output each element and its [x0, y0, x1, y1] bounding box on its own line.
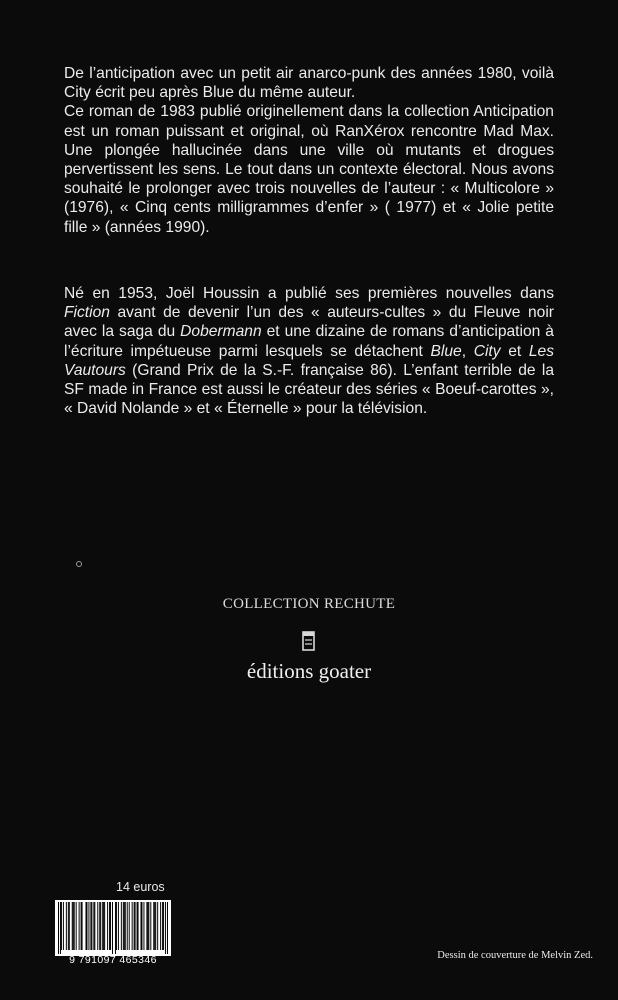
barcode-bar: [162, 902, 163, 950]
barcode-bar: [107, 902, 108, 950]
barcode-bar: [141, 902, 142, 950]
barcode-bar: [150, 902, 151, 950]
barcode-bar: [137, 902, 138, 950]
barcode-bar: [94, 902, 95, 950]
barcode-bar: [86, 902, 87, 950]
text-run: et: [500, 342, 529, 360]
book-logo-icon: [301, 630, 317, 652]
barcode-bar: [124, 902, 125, 950]
text-run: avant de devenir l’un des « auteurs-cultes » du Fleuve noir avec la saga du: [64, 304, 554, 341]
barcode-bar: [73, 902, 74, 950]
barcode-bar: [115, 902, 116, 954]
barcode-bar: [66, 902, 67, 950]
barcode-bar: [100, 902, 101, 950]
barcode-bar: [112, 902, 113, 954]
barcode-bar: [147, 902, 148, 950]
barcode-bar: [61, 902, 62, 950]
barcode-bars: [55, 900, 171, 956]
blurb-author-bio: [64, 284, 554, 418]
barcode-bar: [167, 902, 168, 954]
barcode-bar: [157, 902, 158, 950]
publisher-name: éditions goater: [246, 659, 372, 683]
blurb-summary: [64, 64, 554, 237]
cover-credit: Dessin de couverture de Melvin Zed.: [437, 950, 593, 961]
barcode-bar: [148, 902, 149, 950]
text-run: ,: [461, 342, 474, 360]
barcode-bar: [155, 902, 156, 950]
barcode-bar: [88, 902, 89, 950]
barcode-bar: [81, 902, 82, 950]
barcode-bar: [104, 902, 105, 950]
barcode-bar: [129, 902, 130, 950]
barcode-bar: [93, 902, 94, 950]
italic-title: City: [473, 342, 501, 360]
barcode-bar: [160, 902, 161, 950]
barcode-bar: [127, 902, 128, 950]
barcode-bar: [109, 902, 110, 950]
barcode-bar: [138, 902, 139, 950]
barcode-bar: [118, 902, 119, 950]
barcode-bar: [82, 902, 83, 950]
barcode-bar: [153, 902, 154, 950]
barcode-bar: [123, 902, 124, 950]
blurb-line: Ce roman de 1983 publié originellement dans la collection Anticipation est un roman puissant et original, où RanXérox rencontre Mad Max. Une plongée hallucinée dans une ville où mutants et drogues pervertissent les sens. Le tout dans un contexte électoral. Nous avons souhaité le prolonger avec trois nouvelles de l’auteur : « Multicolore » (1976), « Cinq cents milligrammes d’enfer » ( 1977) et « Jolie petite fille » (années 1990).: [64, 103, 554, 236]
barcode-bar: [91, 902, 92, 950]
text-run: et une dizaine de romans d’anticipation à l’écriture impétueuse parmi lesquels se détachent: [64, 323, 554, 360]
barcode-bar: [125, 902, 126, 950]
barcode-bar: [86, 902, 87, 950]
barcode-bar: [135, 902, 136, 950]
barcode-bar: [72, 902, 73, 950]
barcode-bar: [121, 902, 122, 950]
italic-title: Les Vautours: [64, 342, 554, 379]
barcode-bar: [134, 902, 135, 950]
barcode-bar: [74, 902, 75, 950]
collection-name: COLLECTION RECHUTE: [222, 596, 396, 612]
blurb-line: De l’anticipation avec un petit air anarco-punk des années 1980, voilà City écrit peu après Blue du même auteur.: [64, 65, 554, 102]
barcode-bar: [97, 902, 98, 950]
barcode-bar: [141, 902, 142, 950]
barcode-bar: [58, 902, 59, 954]
barcode-number: 9 791097 465346: [69, 954, 157, 966]
barcode-bar: [60, 902, 61, 954]
barcode-bar: [63, 902, 64, 950]
barcode-bar: [146, 902, 147, 950]
italic-title: Blue: [430, 342, 462, 360]
barcode-bar: [143, 902, 144, 950]
barcode-bar: [68, 902, 69, 950]
barcode-bar: [165, 902, 166, 954]
barcode-bar: [69, 902, 70, 950]
barcode-bar: [110, 902, 111, 950]
barcode-bar: [163, 902, 164, 950]
isbn-barcode: [55, 900, 171, 964]
text-run: (Grand Prix de la S.-F. française 86). L’enfant terrible de la SF made in France est aussi le créateur des séries « Boeuf-carottes », « David Nolande » et « Éternelle » pour la télévision.: [64, 361, 554, 418]
barcode-bar: [103, 902, 104, 950]
italic-title: Fiction: [64, 304, 110, 322]
barcode-bar: [154, 902, 155, 950]
barcode-bar: [79, 902, 80, 950]
barcode-bar: [99, 902, 100, 950]
barcode-bar: [76, 902, 77, 950]
barcode-bar: [116, 902, 117, 950]
speck-mark: [76, 561, 82, 567]
barcode-bar: [102, 902, 103, 950]
barcode-bar: [132, 902, 133, 950]
price-label: 14 euros: [116, 880, 165, 894]
italic-title: Dobermann: [180, 323, 262, 341]
text-run: Né en 1953, Joël Houssin a publié ses premières nouvelles dans: [64, 285, 554, 302]
barcode-bar: [90, 902, 91, 950]
